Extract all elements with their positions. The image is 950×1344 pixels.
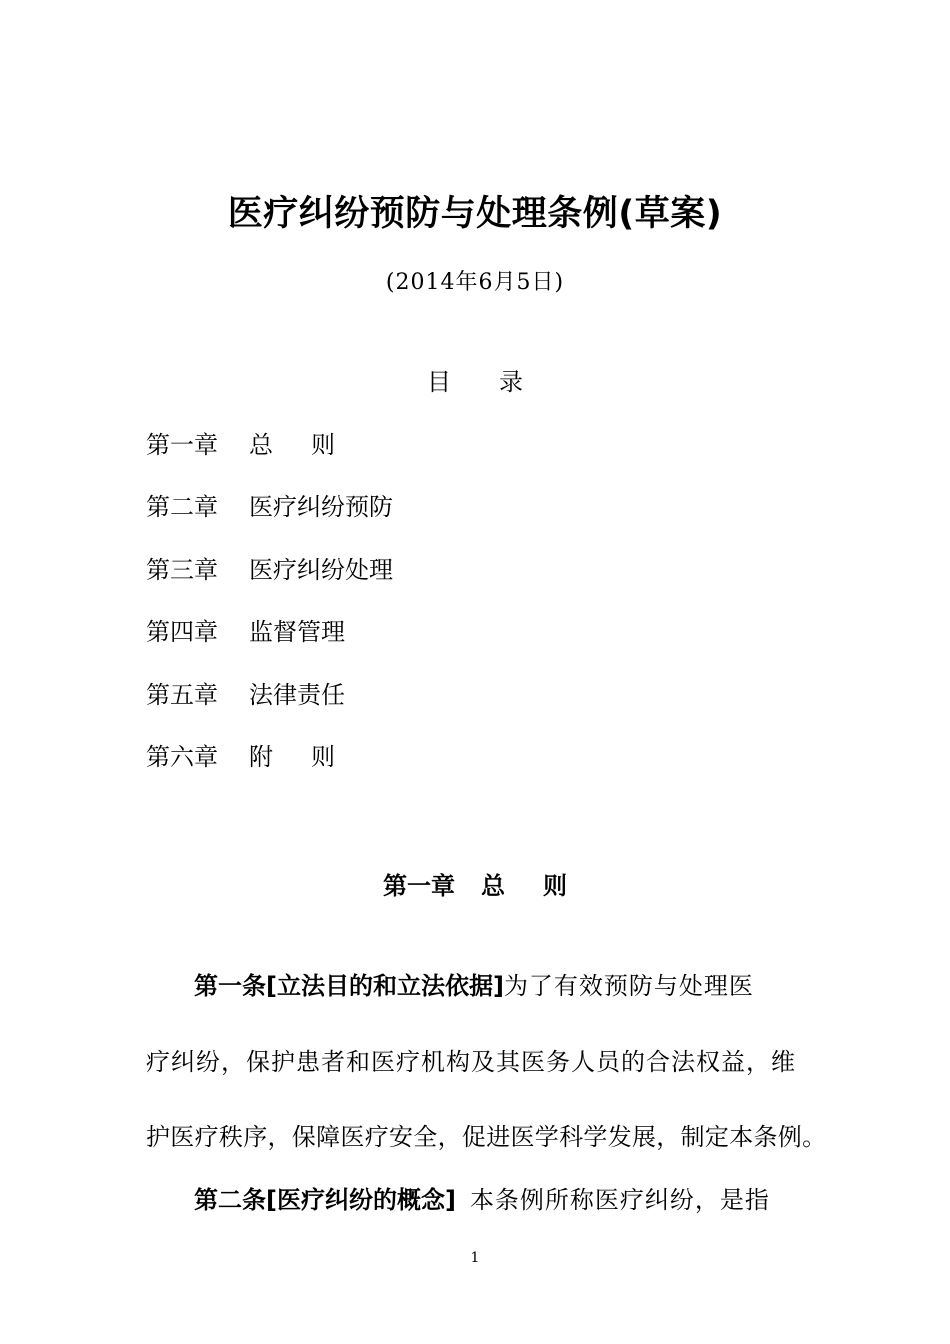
article-1-label: 第一条[立法目的和立法依据] xyxy=(194,972,504,1000)
toc-item xyxy=(146,487,393,522)
toc-item-number: 第三章 xyxy=(146,556,218,584)
toc-item-number: 第一章 xyxy=(146,431,218,459)
toc-item-number: 第二章 xyxy=(146,493,218,521)
toc-item-number: 第四章 xyxy=(146,618,218,646)
article-2-line-1: 第二条[医疗纠纷的概念] 本条例所称医疗纠纷，是指 xyxy=(194,1186,770,1214)
article-2-label: 第二条[医疗纠纷的概念] xyxy=(194,1186,456,1214)
toc-item-name: 医疗纠纷预防 xyxy=(249,493,393,521)
page-number: 1 xyxy=(470,1250,480,1266)
article-1-line-3: 护医疗秩序，保障医疗安全，促进医学科学发展，制定本条例。 xyxy=(146,1123,827,1151)
toc-item-name: 附 则 xyxy=(249,743,335,771)
toc-item xyxy=(146,612,345,647)
document-date: (2014年6月5日) xyxy=(385,270,565,295)
document-title: 医疗纠纷预防与处理条例(草案) xyxy=(227,194,723,234)
toc-heading xyxy=(0,362,950,397)
toc-item-number: 第六章 xyxy=(146,743,218,771)
article-1-line-1: 第一条[立法目的和立法依据]为了有效预防与处理医 xyxy=(194,972,754,1000)
toc-item-name: 监督管理 xyxy=(249,618,345,646)
toc-item xyxy=(146,425,335,460)
chapter-heading: 第一章 总 则 xyxy=(383,872,567,900)
toc-item-name: 医疗纠纷处理 xyxy=(249,556,393,584)
article-1-line-2: 疗纠纷，保护患者和医疗机构及其医务人员的合法权益，维 xyxy=(146,1048,796,1076)
toc-item-number: 第五章 xyxy=(146,681,218,709)
toc-item-name: 法律责任 xyxy=(249,681,345,709)
toc-item xyxy=(146,675,345,710)
toc-item xyxy=(146,737,335,772)
toc-item xyxy=(146,550,393,585)
toc-heading-left: 目 xyxy=(427,368,451,396)
toc-item-name: 总 则 xyxy=(249,431,335,459)
toc-heading-right: 录 xyxy=(499,368,523,396)
